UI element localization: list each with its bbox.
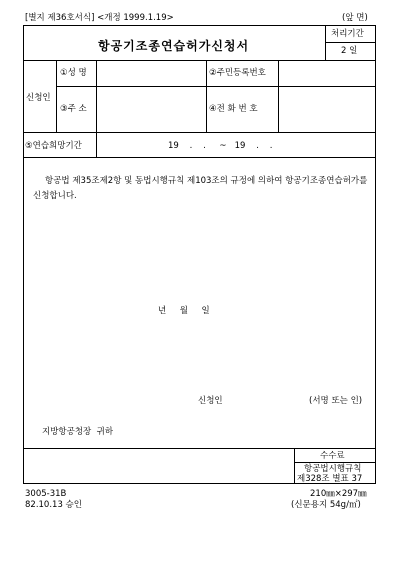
divider — [294, 448, 295, 484]
date-line: 년 월 일 — [158, 306, 210, 316]
address-label: ③주 소 — [60, 104, 87, 114]
form-code: 3005-31B — [25, 489, 67, 499]
name-label: ①성 명 — [60, 68, 87, 78]
paper-size: 210㎜×297㎜ — [310, 489, 367, 499]
addressee: 지방항공청장 귀하 — [42, 427, 114, 437]
practice-period-label: ⑤연습희망기간 — [25, 141, 82, 151]
form-title: 항공기조종연습허가신청서 — [98, 39, 250, 53]
divider — [294, 462, 376, 463]
fee-label: 수수료 — [320, 451, 345, 461]
processing-period-label: 처리기간 — [331, 29, 364, 39]
form-identifier: [별지 제36호서식] <개정 1999.1.19> — [25, 13, 174, 23]
application-statement: 항공법 제35조제2항 및 동법시행규칙 제103조의 규정에 의하여 항공기조종연습허가를 신청합니다. — [33, 176, 368, 201]
divider — [206, 60, 207, 132]
divider — [56, 86, 376, 87]
paper-type: (신문용지 54g/㎡) — [291, 500, 361, 510]
fee-rule-line1: 항공법시행규칙 — [304, 464, 362, 474]
resident-number-label: ②주민등록번호 — [209, 68, 266, 78]
practice-period-field[interactable]: 19 . . ~ 19 . . — [168, 141, 273, 151]
form-frame — [23, 25, 376, 484]
divider — [325, 42, 376, 43]
divider — [278, 60, 279, 132]
divider — [96, 60, 97, 132]
divider — [56, 60, 57, 132]
divider — [96, 132, 97, 157]
divider — [23, 448, 376, 449]
side-note: (앞 면) — [342, 13, 368, 23]
divider — [23, 157, 376, 158]
signature-field[interactable]: (서명 또는 인) — [309, 396, 363, 406]
applicant-signature-label: 신청인 — [198, 396, 223, 406]
processing-period-value: 2 일 — [341, 46, 358, 56]
approval-date: 82.10.13 승인 — [25, 500, 82, 510]
divider — [23, 60, 376, 61]
phone-label: ④전 화 번 호 — [209, 104, 258, 114]
divider — [23, 132, 376, 133]
applicant-group-label: 신청인 — [26, 93, 51, 103]
fee-rule-line2: 제328조 별표 37 — [297, 474, 363, 484]
